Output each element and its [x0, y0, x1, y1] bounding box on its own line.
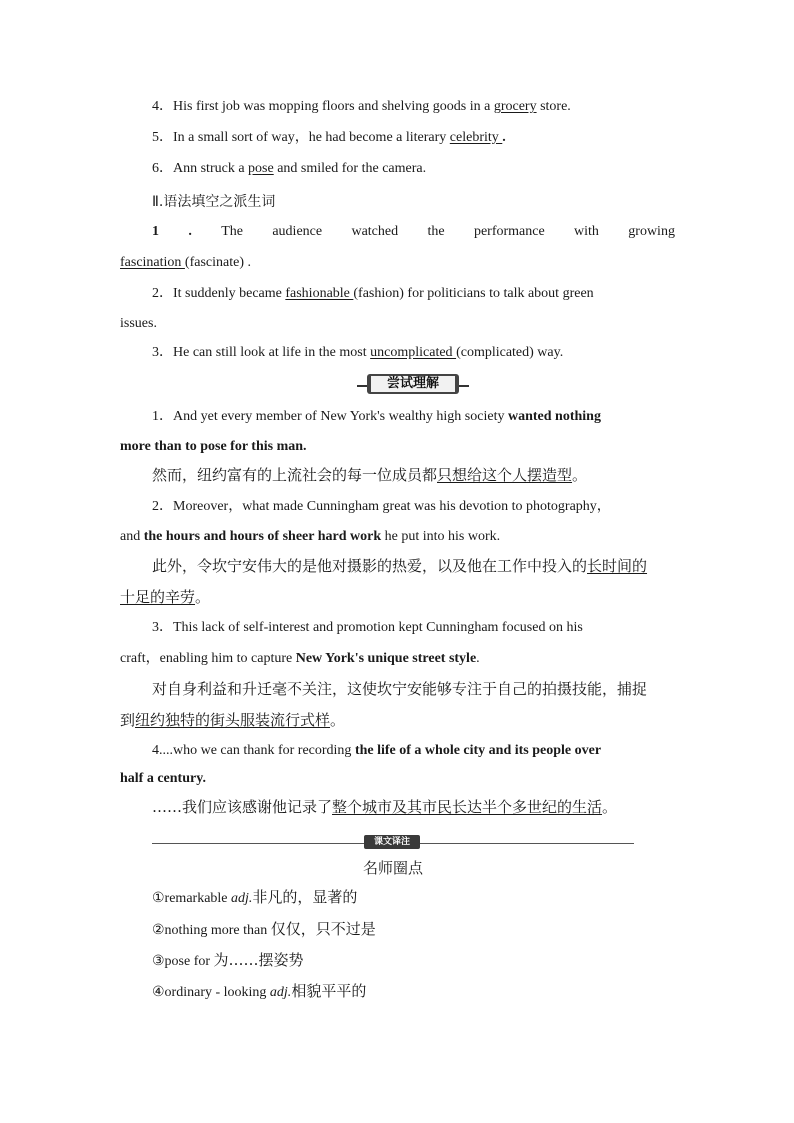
note-term: ①remarkable	[152, 891, 232, 906]
comp-3-translation-line1: 对自身利益和升迁毫不关注，这使坎宁安能够专注于自己的拍摄技能，捕捉	[152, 680, 648, 698]
key-phrase: wanted nothing	[507, 409, 601, 424]
vocab-item-4	[152, 98, 675, 116]
note-2	[152, 920, 376, 940]
note-meaning: 仅仅，只不过是	[270, 920, 376, 938]
translation-text: 到	[120, 711, 136, 729]
note-term: ②nothing more than	[152, 923, 271, 938]
sentence-text: 5．In a small sort of way，he had become a literary	[152, 130, 450, 145]
comp-3-line2	[120, 650, 675, 668]
translation-key: 长时间的	[587, 557, 648, 575]
translation-key: 纽约独特的街头服装流行式样	[135, 711, 331, 729]
comp-2-translation-line1	[152, 557, 675, 575]
key-phrase: the hours and hours of sheer hard work	[143, 529, 382, 544]
comp-1-translation	[152, 466, 675, 484]
word: growing	[628, 224, 675, 239]
word: performance	[473, 224, 545, 239]
vocab-item-6	[152, 160, 675, 178]
grammar-item-1-line1	[152, 223, 675, 241]
comp-4-line2: half a century.	[120, 771, 206, 786]
sentence-text: and smiled for the camera.	[273, 161, 427, 176]
note-meaning: 为……摆姿势	[213, 951, 304, 969]
key-phrase: the life of a whole city and its people over	[354, 743, 602, 758]
sentence-text: (complicated) way.	[456, 345, 564, 360]
vocab-item-5	[152, 129, 675, 147]
sentence-text: .	[476, 651, 480, 666]
comp-1-line1	[152, 408, 675, 426]
key-phrase: New York's unique street style	[295, 651, 477, 666]
comp-4-line1	[152, 742, 675, 760]
sentence-text: 4．His first job was mopping floors and shelving goods in a	[152, 99, 494, 114]
word: 1	[152, 224, 159, 239]
translation-key: 十足的辛劳	[120, 588, 196, 606]
grammar-item-3	[152, 344, 675, 362]
sentence-text: and	[120, 529, 144, 544]
answer-blank: pose	[248, 161, 274, 176]
divider-label: 课文译注	[364, 835, 420, 849]
sentence-text: (fascinate) .	[184, 255, 251, 270]
answer-blank: fashionable	[285, 286, 354, 301]
answer-blank: fascination	[120, 255, 185, 270]
section-banner	[357, 374, 469, 396]
word: with	[574, 224, 599, 239]
answer-blank: celebrity	[449, 130, 503, 145]
grammar-item-1-line2	[120, 254, 675, 272]
sentence-text: 4....who we can thank for recording	[152, 743, 355, 758]
banner-title: 尝试理解	[371, 376, 455, 392]
word: the	[427, 224, 445, 239]
translation-text: ……我们应该感谢他记录了	[152, 798, 333, 816]
note-1	[152, 888, 357, 908]
sentence-text: .	[502, 130, 506, 145]
note-term: ③pose for	[152, 954, 214, 969]
comp-3-line1: 3．This lack of self-interest and promotion kept Cunningham focused on his	[152, 620, 583, 635]
grammar-item-2-line1	[152, 285, 675, 303]
translation-key: 只想给这个人摆造型	[437, 466, 573, 484]
comp-2-translation-line2	[120, 588, 675, 606]
word: The	[221, 224, 243, 239]
note-meaning: 相貌平平的	[291, 982, 367, 1000]
comp-1-line2: more than to pose for this man.	[120, 439, 307, 454]
answer-blank: grocery	[493, 99, 537, 114]
comp-2-line2	[120, 528, 675, 546]
answer-blank: uncomplicated	[370, 345, 457, 360]
grammar-item-2-line2: issues.	[120, 316, 157, 331]
section-heading: Ⅱ.语法填空之派生词	[152, 194, 276, 210]
sentence-text: 6．Ann struck a	[152, 161, 249, 176]
note-3	[152, 951, 304, 971]
notes-title: 名师圈点	[362, 859, 423, 877]
sentence-text: 3．He can still look at life in the most	[152, 345, 371, 360]
translation-text: 。	[572, 466, 588, 484]
sentence-text: 1．And yet every member of New York's wealthy high society	[152, 409, 508, 424]
comp-3-translation-line2	[120, 711, 675, 729]
note-meaning: 非凡的，显著的	[252, 888, 358, 906]
sentence-text: (fashion) for politicians to talk about green	[353, 286, 594, 301]
translation-key: 整个城市及其市民长达半个多世纪的生活	[332, 798, 603, 816]
note-4	[152, 982, 366, 1002]
word: .	[188, 224, 192, 239]
word: audience	[272, 224, 323, 239]
word: watched	[351, 224, 399, 239]
part-of-speech: adj.	[269, 985, 292, 1000]
sentence-text: 2．It suddenly became	[152, 286, 286, 301]
sentence-text: store.	[536, 99, 571, 114]
note-term: ④ordinary - looking	[152, 985, 270, 1000]
translation-text: 。	[195, 588, 211, 606]
translation-text: 此外，令坎宁安伟大的是他对摄影的热爱，以及他在工作中投入的	[152, 557, 588, 575]
translation-text: 然而，纽约富有的上流社会的每一位成员都	[152, 466, 438, 484]
comp-2-line1: 2．Moreover，what made Cunningham great was his devotion to photography，	[152, 499, 611, 514]
part-of-speech: adj.	[231, 891, 253, 906]
sentence-text: he put into his work.	[381, 529, 501, 544]
translation-text: 。	[330, 711, 346, 729]
sentence-text: craft，enabling him to capture	[120, 651, 296, 666]
comp-4-translation	[152, 798, 675, 816]
translation-text: 。	[602, 798, 618, 816]
